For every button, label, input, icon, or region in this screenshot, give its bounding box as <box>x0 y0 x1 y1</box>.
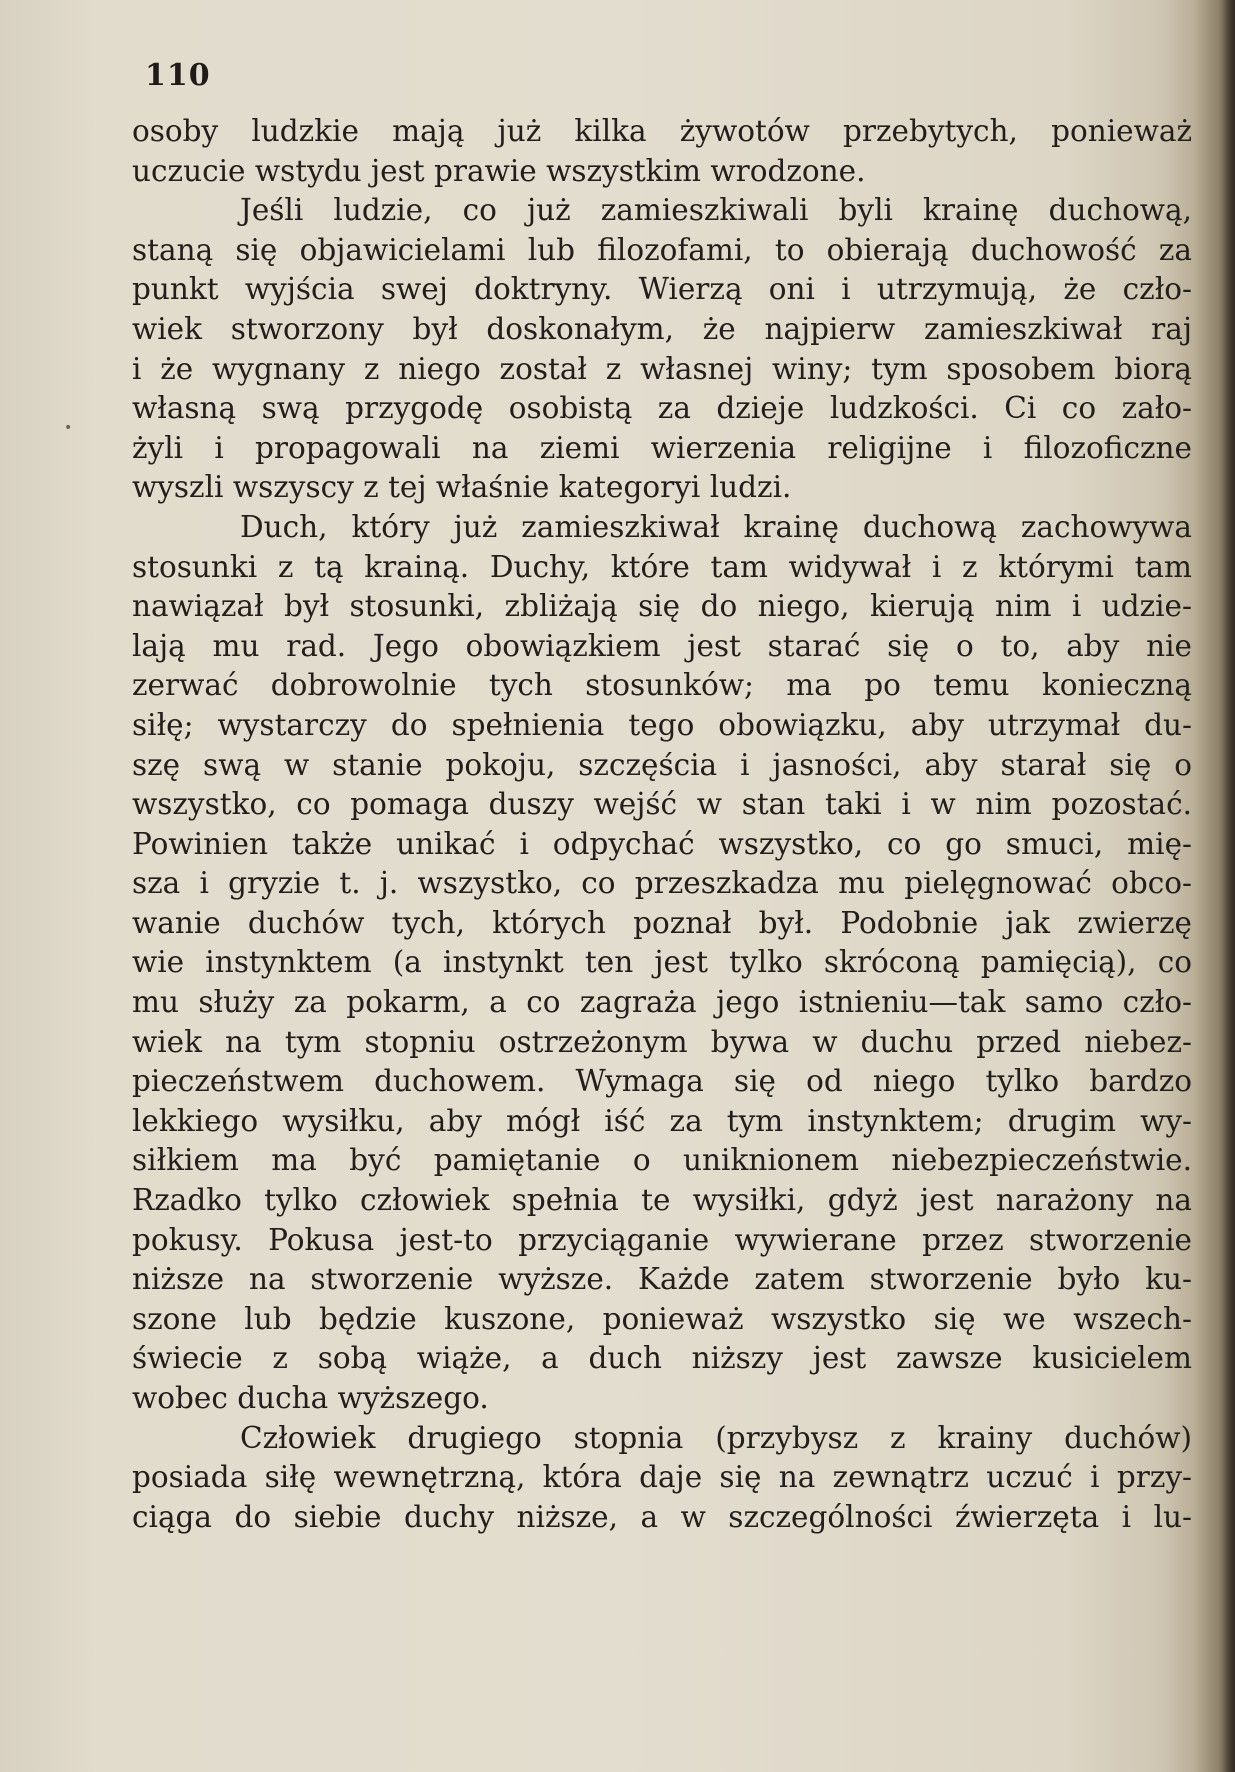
text-line: Rzadko tylko człowiek spełnia te wysiłki, gdyż jest narażony na <box>132 1183 1192 1218</box>
text-line: nawiązał był stosunki, zbliżają się do niego, kierują nim i udzie- <box>132 589 1192 624</box>
text-line: Duch, który już zamieszkiwał krainę duchową zachowywa <box>240 509 1192 544</box>
text-line: własną swą przygodę osobistą za dzieje ludzkości. Ci co zało- <box>132 391 1192 426</box>
text-line: wanie duchów tych, których poznał był. Podobnie jak zwierzę <box>132 905 1192 940</box>
text-line: staną się objawicielami lub filozofami, to obierają duchowość za <box>132 232 1192 267</box>
page-number: 110 <box>145 58 211 93</box>
text-line: zerwać dobrowolnie tych stosunków; ma po temu konieczną <box>132 668 1192 703</box>
text-line: osoby ludzkie mają już kilka żywotów przebytych, ponieważ <box>132 114 1192 148</box>
text-line: niższe na stworzenie wyższe. Każde zatem stworzenie było ku- <box>132 1262 1192 1297</box>
text-line: mu służy za pokarm, a co zagraża jego istnieniu—tak samo czło- <box>132 985 1192 1020</box>
text-line: wiek stworzony był doskonałym, że najpierw zamieszkiwał raj <box>132 311 1192 346</box>
text-line: siłę; wystarczy do spełnienia tego obowiązku, aby utrzymał du- <box>132 707 1192 742</box>
text-line: szone lub będzie kuszone, ponieważ wszystko się we wszech- <box>132 1301 1192 1336</box>
text-line: posiada siłę wewnętrzną, która daje się na zewnątrz uczuć i przy- <box>132 1460 1192 1495</box>
text-line: i że wygnany z niego został z własnej winy; tym sposobem biorą <box>132 351 1192 386</box>
text-line: pokusy. Pokusa jest-to przyciąganie wywierane przez stworzenie <box>132 1222 1192 1257</box>
text-line: świecie z sobą wiąże, a duch niższy jest zawsze kusicielem <box>132 1341 1192 1376</box>
text-line: lekkiego wysiłku, aby mógł iść za tym instynktem; drugim wy- <box>132 1103 1192 1138</box>
text-line: ciąga do siebie duchy niższe, a w szczególności źwierzęta i lu- <box>132 1499 1192 1534</box>
text-line: Jeśli ludzie, co już zamieszkiwali byli krainę duchową, <box>240 193 1192 228</box>
text-line: lają mu rad. Jego obowiązkiem jest starać się o to, aby nie <box>132 628 1192 663</box>
text-line: wyszli wszyscy z tej właśnie kategoryi ludzi. <box>132 470 792 505</box>
text-line: wiek na tym stopniu ostrzeżonym bywa w duchu przed niebez- <box>132 1024 1192 1059</box>
text-line: wszystko, co pomaga duszy wejść w stan taki i w nim pozostać. <box>132 787 1192 822</box>
page-edge-shadow <box>1195 0 1235 1772</box>
text-line: wie instynktem (a instynkt ten jest tylko skróconą pamięcią), co <box>132 945 1192 980</box>
text-line: sza i gryzie t. j. wszystko, co przeszkadza mu pielęgnować obco- <box>132 866 1192 901</box>
text-line: żyli i propagowali na ziemi wierzenia religijne i filozoficzne <box>132 430 1192 465</box>
text-line: szę swą w stanie pokoju, szczęścia i jasności, aby starał się o <box>132 747 1192 782</box>
margin-mark: • <box>64 420 73 436</box>
text-line: uczucie wstydu jest prawie wszystkim wrodzone. <box>132 153 866 188</box>
text-line: Człowiek drugiego stopnia (przybysz z krainy duchów) <box>240 1420 1192 1455</box>
text-line: siłkiem ma być pamiętanie o uniknionem niebezpieczeństwie. <box>132 1143 1192 1178</box>
body-text <box>132 112 1192 1537</box>
text-line: Powinien także unikać i odpychać wszystko, co go smuci, mię- <box>132 826 1192 861</box>
text-line: pieczeństwem duchowem. Wymaga się od niego tylko bardzo <box>132 1064 1192 1099</box>
text-line: punkt wyjścia swej doktryny. Wierzą oni i utrzymują, że czło- <box>132 272 1192 307</box>
text-line: stosunki z tą krainą. Duchy, które tam widywał i z którymi tam <box>132 549 1192 584</box>
text-line: wobec ducha wyższego. <box>132 1381 489 1415</box>
